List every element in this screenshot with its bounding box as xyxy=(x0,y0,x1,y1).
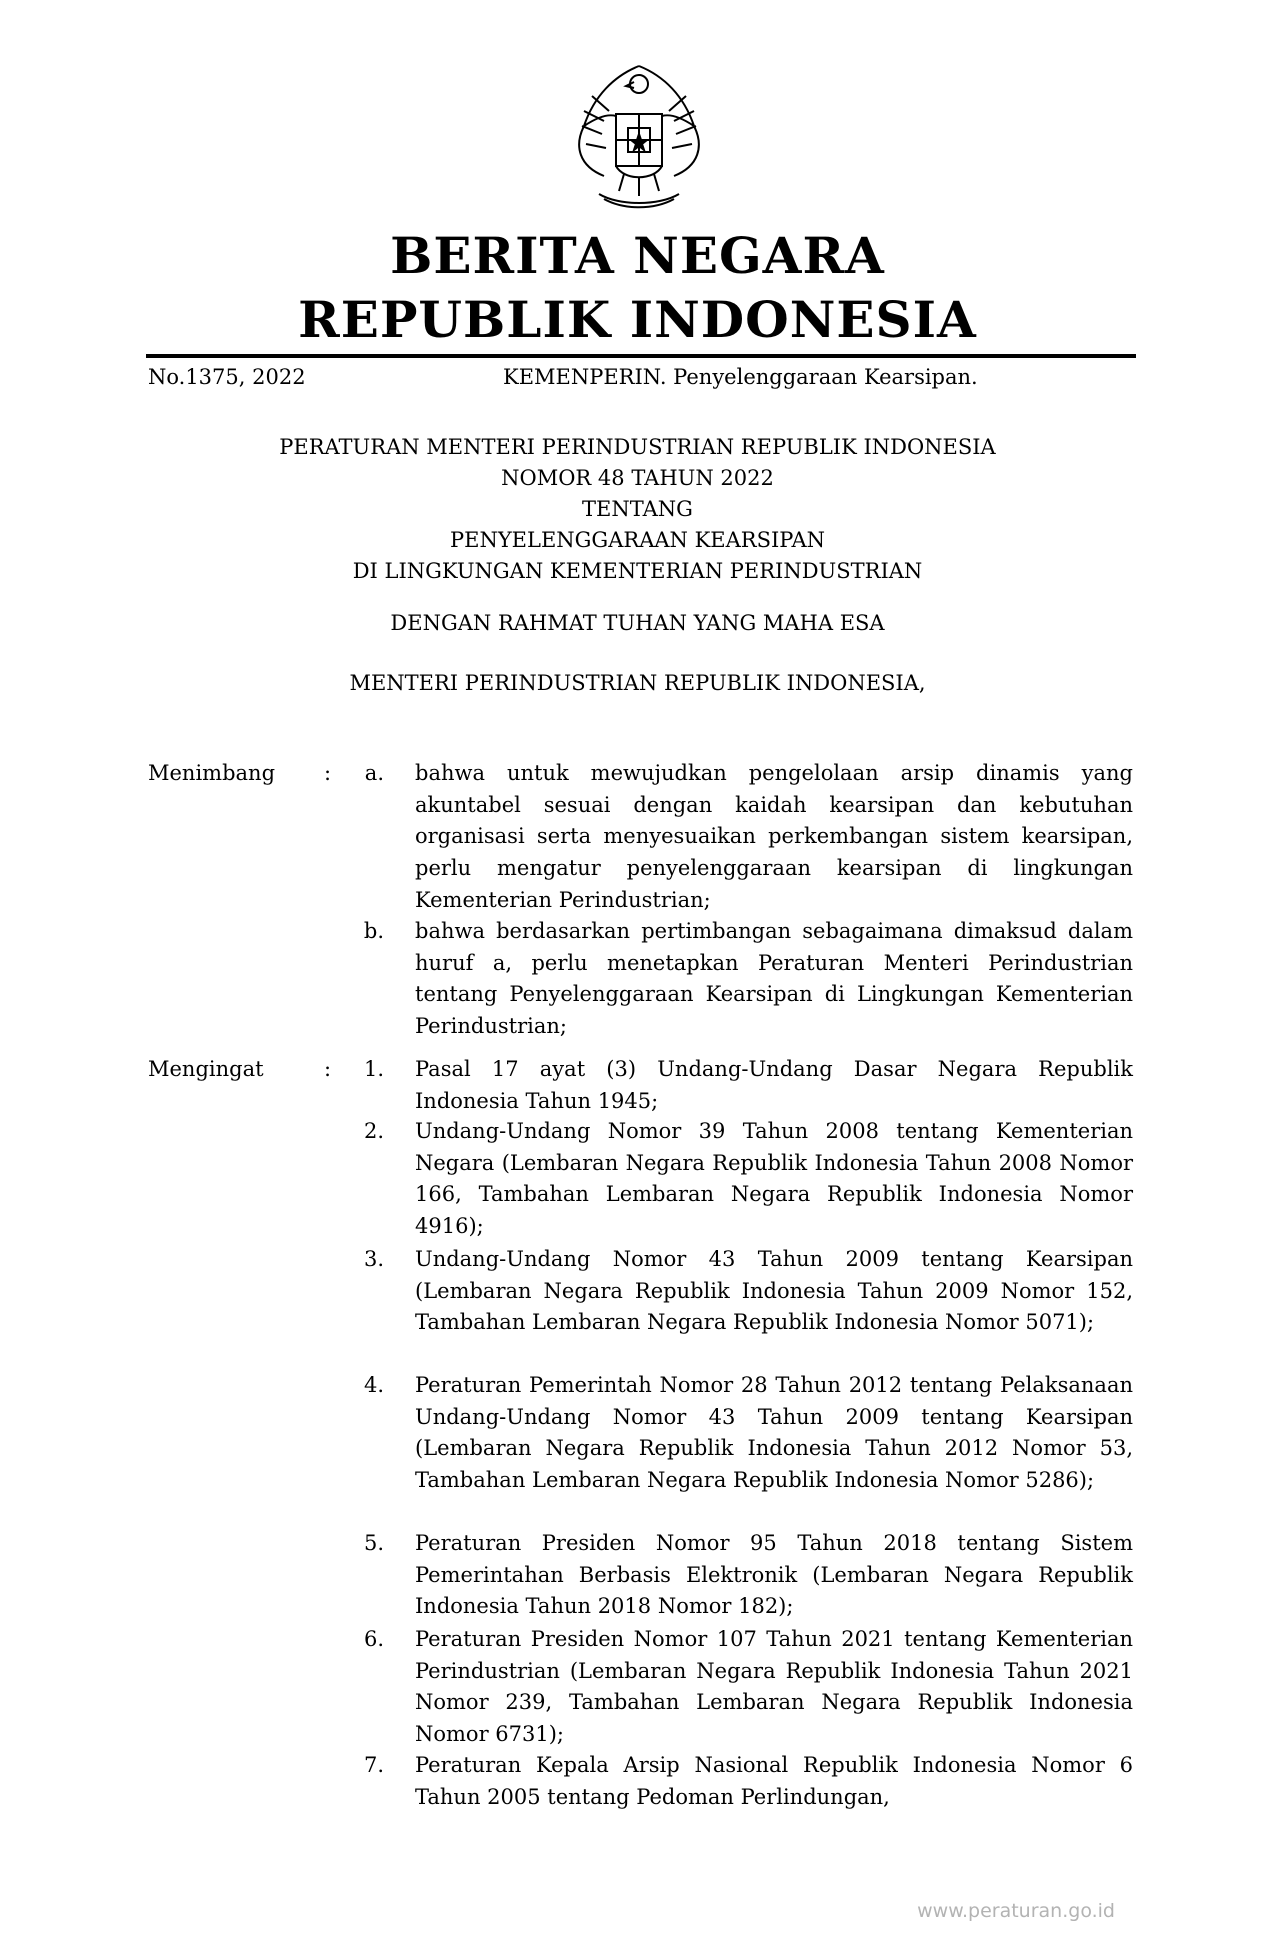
list-marker: 3. xyxy=(363,1247,384,1271)
mengingat-item: Undang-Undang Nomor 43 Tahun 2009 tentang Kearsipan (Lembaran Negara Republik Indonesia Tahun 2009 Nomor 152, Tambahan Lembaran Negara Republik Indonesia Nomor 5071); xyxy=(415,1247,1133,1335)
regulation-title-line: PERATURAN MENTERI PERINDUSTRIAN REPUBLIK INDONESIA xyxy=(279,435,996,459)
list-marker: 5. xyxy=(363,1531,384,1555)
menimbang-item: bahwa berdasarkan pertimbangan sebagaimana dimaksud dalam huruf a, perlu menetapkan Peraturan Menteri Perindustrian tentang Penyelenggaraan Kearsipan di Lingkungan Kementerian Perindustrian; xyxy=(415,919,1133,1039)
list-marker: b. xyxy=(363,919,384,943)
garuda-emblem-icon xyxy=(554,56,724,216)
gazette-number: No.1375, 2022 xyxy=(148,365,306,389)
regulation-title-line: NOMOR 48 TAHUN 2022 xyxy=(501,466,774,490)
mengingat-item: Peraturan Presiden Nomor 95 Tahun 2018 tentang Sistem Pemerintahan Berbasis Elektronik (Lembaran Negara Republik Indonesia Tahun 2018 Nomor 182); xyxy=(415,1531,1133,1619)
mengingat-colon: : xyxy=(324,1057,332,1081)
masthead xyxy=(0,224,1275,352)
list-marker: 1. xyxy=(363,1057,384,1081)
mengingat-item: Pasal 17 ayat (3) Undang-Undang Dasar Negara Republik Indonesia Tahun 1945; xyxy=(415,1057,1133,1113)
list-marker: 4. xyxy=(363,1373,384,1397)
masthead-line-1: BERITA NEGARA xyxy=(390,226,885,285)
regulation-title-line: PENYELENGGARAAN KEARSIPAN xyxy=(449,528,825,552)
rahmat-line: DENGAN RAHMAT TUHAN YANG MAHA ESA xyxy=(390,611,885,635)
source-url: www.peraturan.go.id xyxy=(917,1900,1115,1922)
list-marker: a. xyxy=(364,761,384,785)
list-marker: 2. xyxy=(363,1119,384,1143)
menimbang-label: Menimbang xyxy=(148,761,276,785)
menimbang-colon: : xyxy=(324,761,332,785)
mengingat-item: Undang-Undang Nomor 39 Tahun 2008 tentang Kementerian Negara (Lembaran Negara Republik Indonesia Tahun 2008 Nomor 166, Tambahan Lembaran Negara Republik Indonesia Nomor 4916); xyxy=(415,1119,1133,1239)
list-marker: 6. xyxy=(363,1627,384,1651)
menteri-line: MENTERI PERINDUSTRIAN REPUBLIK INDONESIA, xyxy=(349,671,926,695)
mengingat-label: Mengingat xyxy=(148,1057,264,1081)
regulation-title-line: DI LINGKUNGAN KEMENTERIAN PERINDUSTRIAN xyxy=(352,559,923,583)
mengingat-item: Peraturan Presiden Nomor 107 Tahun 2021 tentang Kementerian Perindustrian (Lembaran Negara Republik Indonesia Tahun 2021 Nomor 239, Tambahan Lembaran Negara Republik Indonesia Nomor 6731); xyxy=(415,1627,1133,1747)
regulation-title xyxy=(0,432,1275,587)
masthead-divider xyxy=(146,354,1136,358)
list-marker: 7. xyxy=(363,1753,384,1777)
mengingat-item: Peraturan Kepala Arsip Nasional Republik Indonesia Nomor 6 Tahun 2005 tentang Pedoman Perlindungan, xyxy=(415,1753,1133,1809)
regulation-title-line: TENTANG xyxy=(582,497,693,521)
masthead-line-2: REPUBLIK INDONESIA xyxy=(298,290,977,349)
mengingat-item: Peraturan Pemerintah Nomor 28 Tahun 2012 tentang Pelaksanaan Undang-Undang Nomor 43 Tahun 2009 tentang Kearsipan (Lembaran Negara Republik Indonesia Tahun 2012 Nomor 53, Tambahan Lembaran Negara Republik Indonesia Nomor 5286); xyxy=(415,1373,1133,1493)
menimbang-item: bahwa untuk mewujudkan pengelolaan arsip dinamis yang akuntabel sesuai dengan kaidah kearsipan dan kebutuhan organisasi serta menyesuaikan perkembangan sistem kearsipan, perlu mengatur penyelenggaraan kearsipan di lingkungan Kementerian Perindustrian; xyxy=(415,761,1133,912)
gazette-subject: KEMENPERIN. Penyelenggaraan Kearsipan. xyxy=(503,365,978,389)
